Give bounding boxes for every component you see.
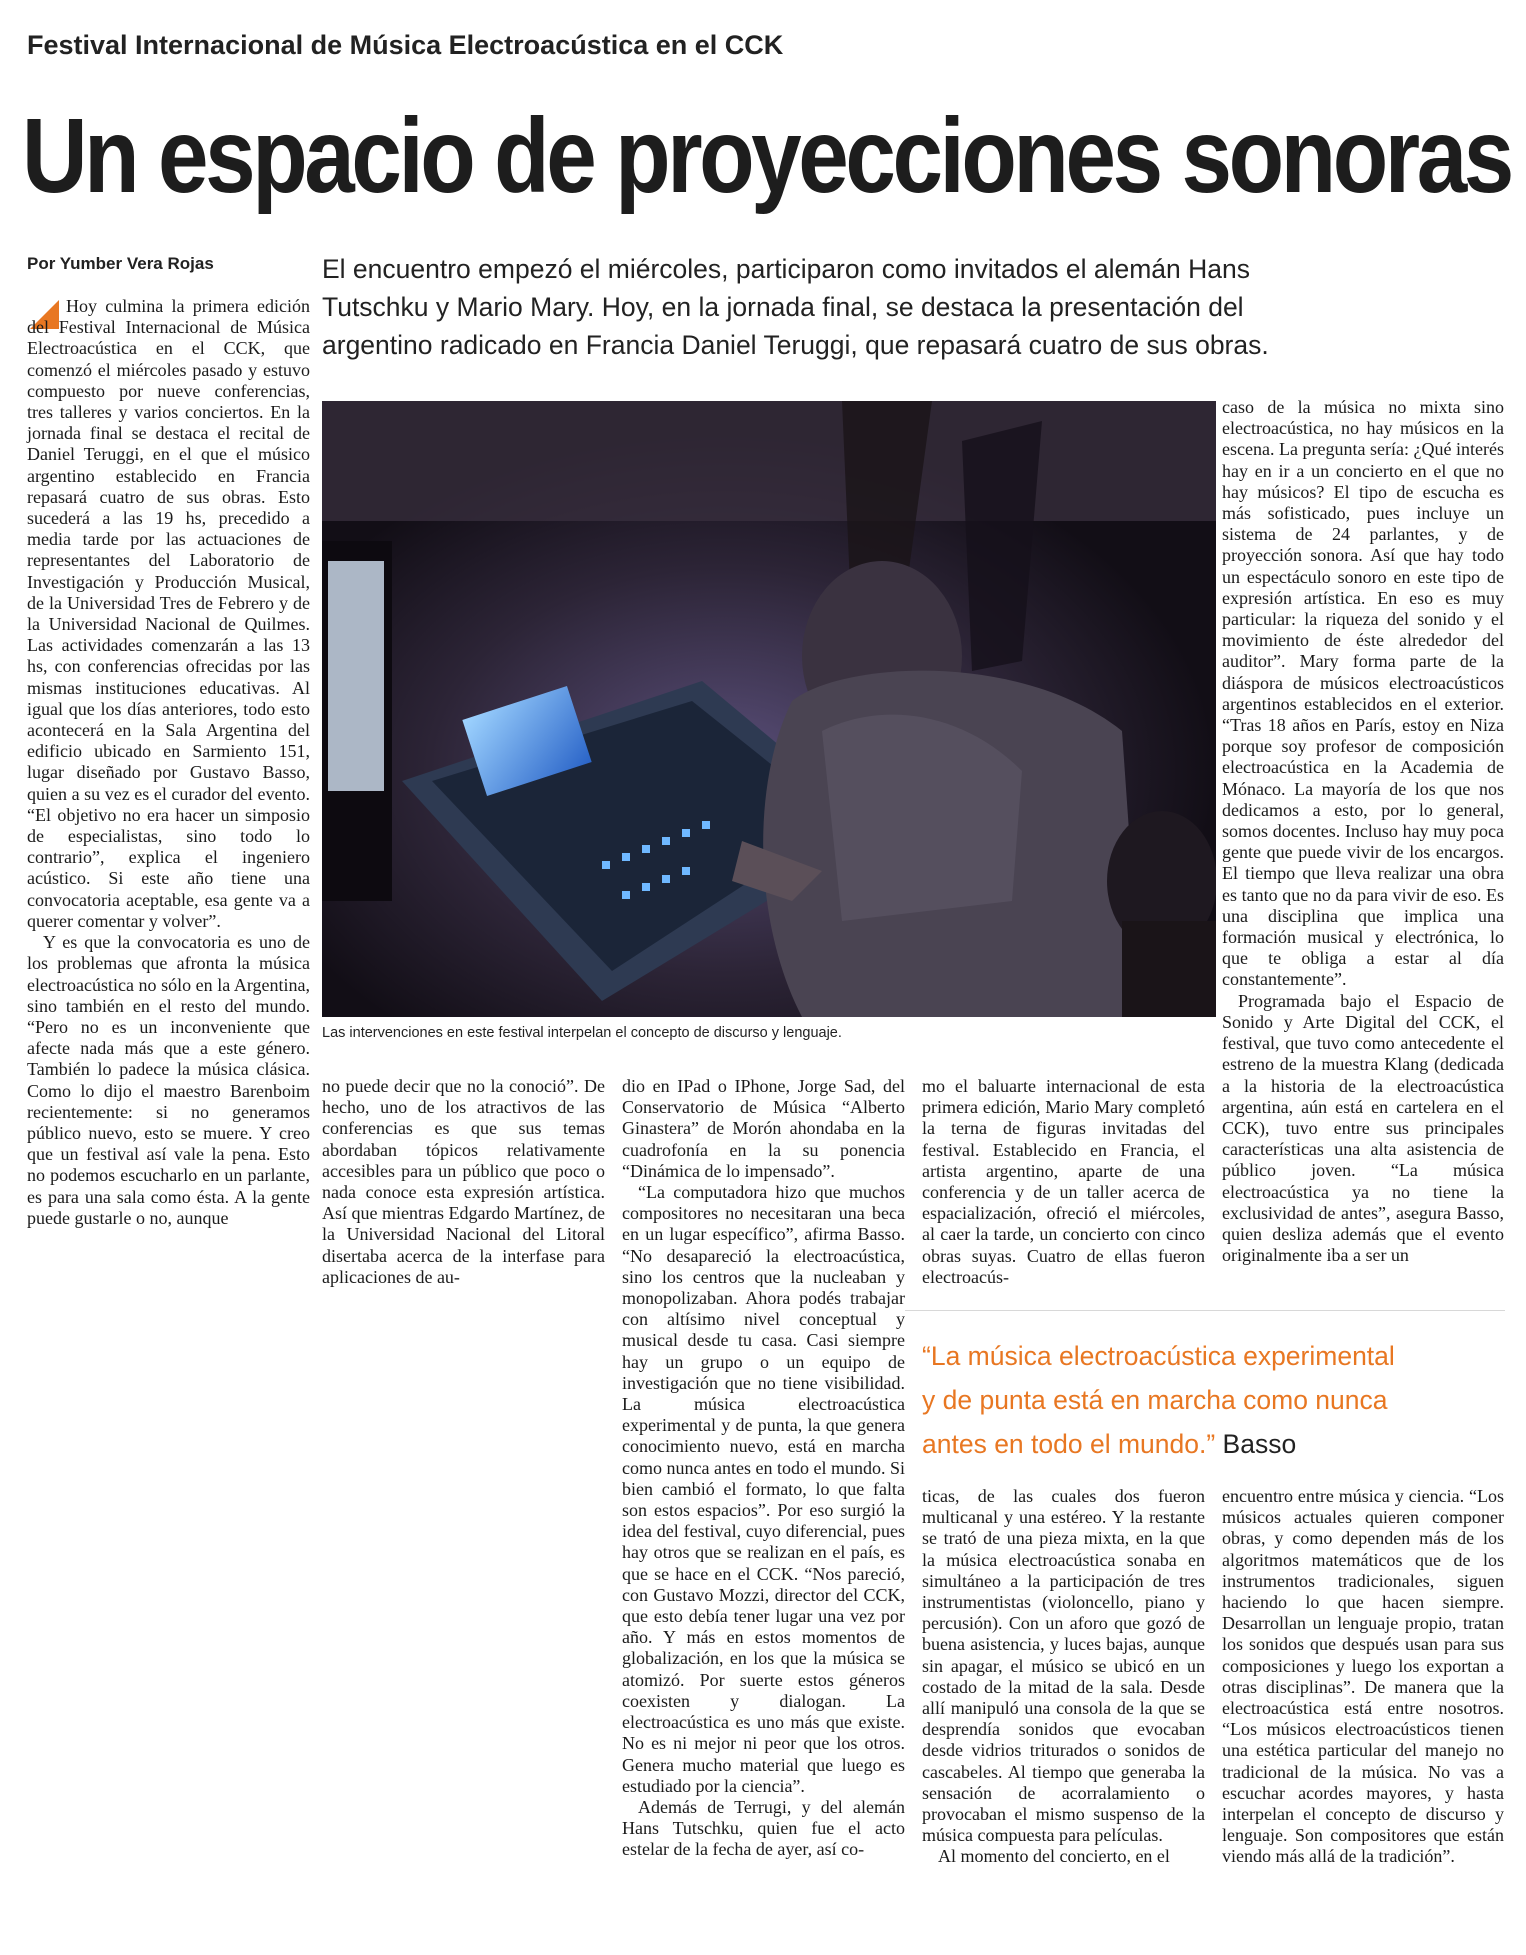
paragraph: Hoy culmina la primera edición del Festival Internacional de Música Electroacústica en el CCK, que comenzó el miércoles pasado y estuvo compuesto por nueve conferencias, tres talleres y varios conciertos. En la jornada final se destaca el recital de Daniel Teruggi, en el que el músico argentino establecido en Francia repasará cuatro de sus obras. Esto sucederá a las 19 hs, precedido a media tarde por las actuaciones de representantes del Laboratorio de Investigación y Producción Musical, de la Universidad Tres de Febrero y de la Universidad Nacional de Quilmes. Las actividades comenzarán a las 13 hs, con conferencias ofrecidas por las mismas instituciones educativas. Al igual que los días anteriores, todo esto acontecerá en la Sala Argentina del edificio ubicado en Sarmiento 151, lugar diseñado por Gustavo Basso, quien a su vez es el curador del evento. “El objetivo no era hacer un simposio de especialistas, sino todo lo contrario”, explica el ingeniero acústico. Si este año tiene una convocatoria aceptable, esa gente va a querer comentar y volver”. — [27, 296, 310, 931]
paragraph: mo el baluarte internacional de esta primera edición, Mario Mary completó la terna de figuras invitadas del festival. Establecido en Francia, el artista argentino, aparte de una conferencia y de un taller acerca de espacialización, ofreció el miércoles, al caer la tarde, un concierto con cinco obras suyas. Cuatro de ellas fueron electroacús- — [922, 1076, 1205, 1287]
pull-quote — [922, 1334, 1502, 1466]
divider — [905, 1310, 1505, 1311]
paragraph: caso de la música no mixta sino electroacústica, no hay músicos en la escena. La pregunta sería: ¿Qué interés hay en ir a un concierto en el que no hay músicos? El tipo de escucha es más sofisticado, pues incluye un sistema de 24 parlantes, y de proyección sonora. Así que hay todo un espectáculo sonoro en este tipo de expresión artística. En eso es muy particular: la riqueza del sonido y el movimiento de éste alrededor del auditor”. Mary forma parte de la diáspora de músicos electroacústicos argentinos establecidos en el exterior. “Tras 18 años en París, estoy en Niza porque soy profesor de composición electroacústica en la Academia de Mónaco. La mayoría de los que nos dedicamos a esto, por lo general, somos docentes. Incluso hay muy poca gente que puede vivir de los encargos. El tiempo que lleva realizar una obra es tanto que no da para vivir de eso. Es una disciplina que implica una formación musical y electrónica, lo que te obliga a estar al día constantemente”. — [1222, 397, 1504, 990]
column-3 — [622, 1076, 905, 1861]
lead-paragraph — [322, 250, 1322, 364]
paragraph: “La computadora hizo que muchos compositores no necesitaran una beca en un lugar específico”, afirma Basso. “No desapareció la electroacústica, sino los centros que la nucleaban y monopolizaban. Ahora podés trabajar con altísimo nivel conceptual y musical desde tu casa. Casi siempre hay un grupo o un equipo de investigación que no tiene visibilidad. La música electroacústica experimental y de punta, la que genera conocimiento nuevo, está en marcha como nunca antes en todo el mundo. Si bien cambió el formato, lo que falta son estos espacios”. Por eso surgió la idea del festival, cuyo diferencial, pues hay otros que se realizan en el país, es que se hace en el CCK. “Nos pareció, con Gustavo Mozzi, director del CCK, que esto debía tener lugar una vez por año. Y más en estos momentos de globalización, en los que la música se atomizó. Por suerte estos géneros coexisten y dialogan. La electroacústica es uno más que existe. No es ni mejor ni peor que los otros. Genera mucho material que luego es estudiado por la ciencia”. — [622, 1182, 905, 1796]
pull-quote-line: “La música electroacústica experimental — [922, 1341, 1395, 1371]
photo-illustration — [322, 401, 1216, 1017]
lead-line: argentino radicado en Francia Daniel Teruggi, que repasará cuatro de sus obras. — [322, 330, 1269, 360]
column-4-top — [922, 1076, 1205, 1288]
paragraph: Y es que la convocatoria es uno de los problemas que afronta la música electroacústica no sólo en la Argentina, sino también en el resto del mundo. “Pero no es un inconveniente que afecte nada más que a este género. También lo padece la música clásica. Como lo dijo el maestro Barenboim recientemente: si no generamos público nuevo, esto se muere. Y creo que un festival así vale la pena. Esto no podemos escucharlo en un parlante, es para una sala como ésta. A la gente puede gustarle o no, aunque — [27, 932, 310, 1228]
lead-line: El encuentro empezó el miércoles, participaron como invitados el alemán Hans — [322, 254, 1250, 284]
column-1 — [27, 296, 310, 1229]
pull-quote-attribution: Basso — [1222, 1429, 1297, 1459]
column-5-bottom — [1222, 1486, 1504, 1868]
lead-line: Tutschku y Mario Mary. Hoy, en la jornada final, se destaca la presentación del — [322, 292, 1244, 322]
photo-caption: Las intervenciones en este festival interpelan el concepto de discurso y lenguaje. — [322, 1025, 842, 1041]
column-2 — [322, 1076, 605, 1288]
pull-quote-line — [922, 1422, 1502, 1466]
byline: Por Yumber Vera Rojas — [27, 254, 214, 273]
paragraph: encuentro entre música y ciencia. “Los músicos actuales quieren componer obras, y como dependen más de los algoritmos matemáticos que de los instrumentos tradicionales, siguen haciendo lo que hacen siempre. Desarrollan un lenguaje propio, tratan los sonidos que después usan para sus composiciones y luego los exportan a otras disciplinas”. De manera que la electroacústica está entre nosotros. “Los músicos electroacústicos tienen una estética particular del manejo no tradicional de la música. No vas a escuchar acordes mayores, y hasta interpelan el concepto de discurso y lenguaje. Son compositores que están viendo más allá de la tradición”. — [1222, 1486, 1504, 1867]
pull-quote-line: y de punta está en marcha como nunca — [922, 1385, 1388, 1415]
pull-quote-text: antes en todo el mundo.” — [922, 1429, 1216, 1459]
article-photo — [322, 401, 1216, 1017]
kicker: Festival Internacional de Música Electroacústica en el CCK — [27, 30, 784, 60]
column-4-bottom — [922, 1486, 1205, 1868]
paragraph: Además de Terrugi, y del alemán Hans Tutschku, quien fue el acto estelar de la fecha de ayer, así co- — [622, 1796, 905, 1860]
paragraph: no puede decir que no la conoció”. De hecho, uno de los atractivos de las conferencias es que sus temas abordaban tópicos relativamente accesibles para un público que poco o nada conoce esta expresión artística. Así que mientras Edgardo Martínez, de la Universidad Nacional del Litoral disertaba acerca de la interfase para aplicaciones de au- — [322, 1076, 605, 1287]
paragraph: Programada bajo el Espacio de Sonido y Arte Digital del CCK, el festival, que tuvo como antecedente el estreno de la muestra Klang (dedicada a la historia de la electroacústica argentina, aún está en cartelera en el CCK), tuvo entre sus principales características una alta asistencia de público joven. “La música electroacústica ya no tiene la exclusividad de antes”, asegura Basso, quien desliza además que el evento originalmente iba a ser un — [1222, 990, 1504, 1266]
paragraph: dio en IPad o IPhone, Jorge Sad, del Conservatorio de Música “Alberto Ginastera” de Morón ahondaba en la cuadrofonía en la su ponencia “Dinámica de lo impensado”. — [622, 1076, 905, 1181]
headline: Un espacio de proyecciones sonoras — [22, 97, 1511, 215]
column-5-top — [1222, 397, 1504, 1266]
paragraph: ticas, de las cuales dos fueron multicanal y una estéreo. Y la restante se trató de una pieza mixta, en la que la música electroacústica sonaba en simultáneo a la participación de tres instrumentistas (violoncello, piano y percusión). Con un aforo que gozó de buena asistencia, y luces bajas, aunque sin apagar, el músico se ubicó en un costado de la mitad de la sala. Desde allí manipuló una consola de la que se desprendía sonidos que evocaban desde vidrios triturados o sonidos de cascabeles. Al tiempo que generaba la sensación de acorralamiento o provocaban el mismo suspenso de la música compuesta para películas. — [922, 1486, 1205, 1846]
paragraph: Al momento del concierto, en el — [938, 1846, 1170, 1867]
